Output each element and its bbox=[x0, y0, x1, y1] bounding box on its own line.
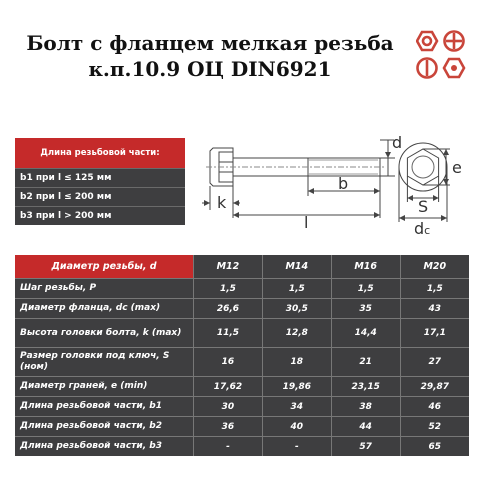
cell-value: 27 bbox=[400, 348, 469, 377]
cell-value: 38 bbox=[331, 397, 400, 417]
title-line-2: к.п.10.9 ОЦ DIN6921 bbox=[88, 57, 332, 81]
size-header-m16: M16 bbox=[331, 255, 400, 279]
dim-label-b: b bbox=[338, 174, 349, 193]
param-header: Диаметр резьбы, d bbox=[15, 255, 194, 279]
title-line-1: Болт с фланцем мелкая резьба bbox=[26, 31, 394, 55]
cell-value: 65 bbox=[400, 437, 469, 457]
cell-value: 14,4 bbox=[331, 319, 400, 348]
cell-value: - bbox=[194, 437, 263, 457]
row-label: Высота головки болта, k (max) bbox=[15, 319, 194, 348]
cell-value: 29,87 bbox=[400, 377, 469, 397]
row-label: Длина резьбовой части, b3 bbox=[15, 437, 194, 457]
cell-value: 17,62 bbox=[194, 377, 263, 397]
table-row bbox=[15, 397, 469, 417]
cell-value: 1,5 bbox=[194, 279, 263, 299]
dim-label-s: S bbox=[418, 197, 429, 216]
thread-length-header: Длина резьбовой части: bbox=[15, 138, 185, 168]
bolt-technical-drawing bbox=[200, 128, 475, 238]
cell-value: - bbox=[262, 437, 331, 457]
cell-value: 26,6 bbox=[194, 299, 263, 319]
dim-label-k: k bbox=[217, 193, 227, 212]
cell-value: 52 bbox=[400, 417, 469, 437]
table-row bbox=[15, 279, 469, 299]
cell-value: 43 bbox=[400, 299, 469, 319]
cell-value: 35 bbox=[331, 299, 400, 319]
cell-value: 36 bbox=[194, 417, 263, 437]
cell-value: 19,86 bbox=[262, 377, 331, 397]
thread-length-table bbox=[15, 138, 185, 225]
cell-value: 18 bbox=[262, 348, 331, 377]
cell-value: 1,5 bbox=[331, 279, 400, 299]
dim-label-l: l bbox=[304, 213, 309, 232]
cell-value: 46 bbox=[400, 397, 469, 417]
row-label: Длина резьбовой части, b2 bbox=[15, 417, 194, 437]
dim-label-d: d bbox=[392, 133, 403, 152]
thread-length-row-b3: b3 при l > 200 мм bbox=[15, 206, 185, 225]
row-label: Размер головки под ключ, S (ном) bbox=[15, 348, 194, 377]
page-title bbox=[0, 30, 420, 82]
cell-value: 57 bbox=[331, 437, 400, 457]
bolt-nut-screw-logo-icon bbox=[416, 30, 466, 80]
thread-length-row-b1: b1 при l ≤ 125 мм bbox=[15, 168, 185, 187]
cell-value: 11,5 bbox=[194, 319, 263, 348]
cell-value: 40 bbox=[262, 417, 331, 437]
row-label: Диаметр фланца, dc (max) bbox=[15, 299, 194, 319]
row-label: Длина резьбовой части, b1 bbox=[15, 397, 194, 417]
size-header-m14: M14 bbox=[262, 255, 331, 279]
cell-value: 1,5 bbox=[262, 279, 331, 299]
row-label: Диаметр граней, e (min) bbox=[15, 377, 194, 397]
cell-value: 16 bbox=[194, 348, 263, 377]
cell-value: 44 bbox=[331, 417, 400, 437]
cell-value: 21 bbox=[331, 348, 400, 377]
table-row bbox=[15, 437, 469, 457]
table-row bbox=[15, 377, 469, 397]
flange-circle-top-view bbox=[399, 143, 447, 191]
table-row bbox=[15, 417, 469, 437]
specification-table bbox=[15, 255, 469, 456]
cell-value: 30 bbox=[194, 397, 263, 417]
dim-label-dc: dc bbox=[414, 219, 431, 238]
thread-length-row-b2: b2 при l ≤ 200 мм bbox=[15, 187, 185, 206]
table-row bbox=[15, 299, 469, 319]
cell-value: 30,5 bbox=[262, 299, 331, 319]
dim-label-e: e bbox=[452, 158, 462, 177]
cell-value: 12,8 bbox=[262, 319, 331, 348]
cell-value: 23,15 bbox=[331, 377, 400, 397]
table-row bbox=[15, 319, 469, 348]
table-row bbox=[15, 348, 469, 377]
row-label: Шаг резьбы, P bbox=[15, 279, 194, 299]
size-header-m12: M12 bbox=[194, 255, 263, 279]
cell-value: 34 bbox=[262, 397, 331, 417]
cell-value: 17,1 bbox=[400, 319, 469, 348]
size-header-m20: M20 bbox=[400, 255, 469, 279]
cell-value: 1,5 bbox=[400, 279, 469, 299]
spec-table-header-row bbox=[15, 255, 469, 279]
